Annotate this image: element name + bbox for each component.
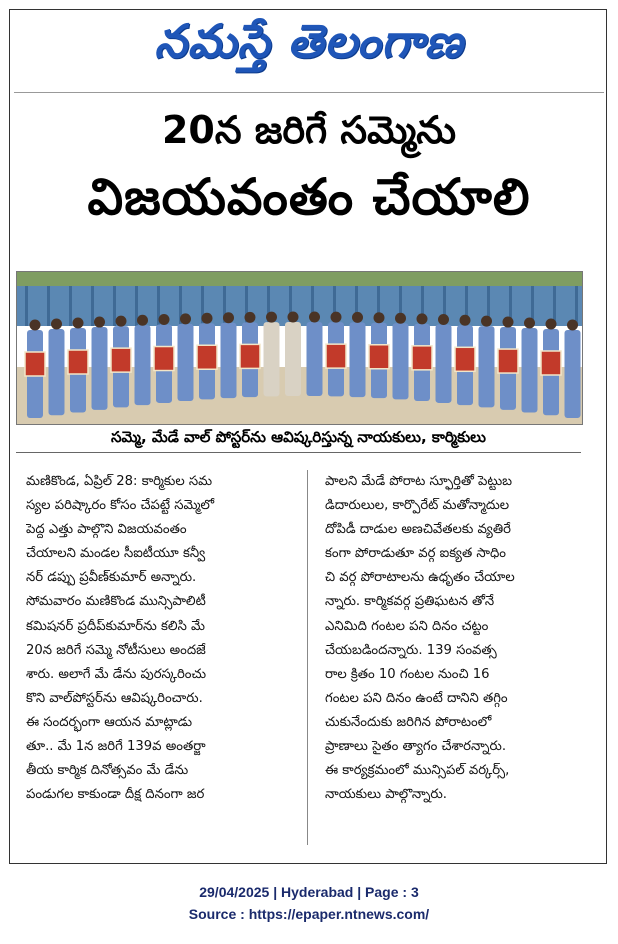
article-column-right — [325, 470, 587, 807]
article-line: చి వర్గ పోరాటాలను ఉధృతం చేయాల — [325, 570, 515, 586]
news-photo — [16, 271, 583, 425]
headline-line-2: విజయవంతం చేయాలి — [87, 168, 531, 226]
article-column-left — [26, 470, 288, 807]
photo-caption: సమ్మె, మేడే వాల్ పోస్టర్‌ను ఆవిష్కరిస్తున్న నాయకులు, కార్మికులు — [111, 428, 486, 446]
newspaper-masthead: నమస్తే తెలంగాణ — [154, 14, 464, 68]
headline-line-1: 20న జరిగే సమ్మెను — [161, 108, 457, 152]
article-line: దోపిడీ దాడుల అణచివేతలకు వ్యతిరే — [325, 522, 511, 538]
article-line: ఈ సందర్భంగా ఆయన మాట్లాడు — [26, 714, 193, 730]
article-line: ఈ కార్యక్రమంలో మున్సిపల్ వర్కర్స్, — [325, 763, 510, 779]
news-photo-illustration — [17, 272, 582, 424]
caption-divider — [16, 452, 581, 453]
article-line: పెద్ద ఎత్తు పాల్గొని విజయవంతం — [26, 522, 187, 538]
article-line: చేయబడిందన్నారు. 139 సంవత్స — [325, 642, 497, 658]
article-line: చేయాలని మండల సీఐటీయూ కన్వీ — [26, 546, 206, 562]
masthead-divider — [14, 92, 604, 93]
column-divider — [307, 470, 308, 845]
article-line: పాలని మేడే పోరాట స్ఫూర్తితో పెట్టుబ — [325, 474, 513, 489]
article-line: పండుగల కాకుండా దీక్ష దినంగా జర — [26, 787, 205, 803]
article-line: కొని వాల్‌పోస్టర్‌ను ఆవిష్కరించారు. — [26, 690, 203, 706]
article-line: రాల క్రితం 10 గంటల నుంచి 16 — [325, 666, 490, 682]
article-line: ప్రాణాలు సైతం త్యాగం చేశారన్నారు. — [325, 739, 507, 755]
article-line: తీయ కార్మిక దినోత్సవం మే డేను — [26, 763, 189, 779]
article-line: నర్ డప్పు ప్రవీణ్‌కుమార్ అన్నారు. — [26, 570, 197, 586]
article-line: చుకునేందుకు జరిగిన పోరాటంలో — [325, 714, 492, 730]
article-line: సోమవారం మణికొండ మున్సిపాలిటీ — [26, 594, 206, 610]
article-line: కంగా పోరాడుతూ వర్గ ఐక్యత సాధిం — [325, 546, 506, 562]
article-line: గంటల పని దినం ఉంటే దానిని తగ్గిం — [325, 690, 508, 706]
footer-date-line: 29/04/2025 | Hyderabad | Page : 3 — [199, 884, 419, 900]
article-line: తూ.. మే 1న జరిగే 139వ అంతర్జా — [26, 739, 206, 755]
article-line: స్యల పరిష్కారం కోసం చేపట్టే సమ్మెలో — [26, 498, 215, 514]
article-line: నాయకులు పాల్గొన్నారు. — [325, 787, 447, 803]
article-line: 20న జరిగే సమ్మె నోటీసులు అందజే — [26, 642, 206, 658]
footer-source-line: Source : https://epaper.ntnews.com/ — [188, 906, 430, 922]
article-line: డిదారులుల, కార్పొరేట్ మతోన్మాదుల — [325, 498, 510, 514]
article-line: మణికొండ, ఏప్రిల్ 28: కార్మికుల సమ — [26, 474, 213, 489]
article-line: న్నారు. కార్మికవర్గ ప్రతిఘటన తోనే — [325, 594, 495, 610]
article-line: శారు. అలాగే మే డేను పురస్కరించు — [26, 666, 207, 682]
article-line: కమిషనర్ ప్రదీప్‌కుమార్‌ను కలిసి మే — [26, 618, 205, 634]
article-line: ఎనిమిది గంటల పని దినం చట్టం — [325, 618, 489, 634]
